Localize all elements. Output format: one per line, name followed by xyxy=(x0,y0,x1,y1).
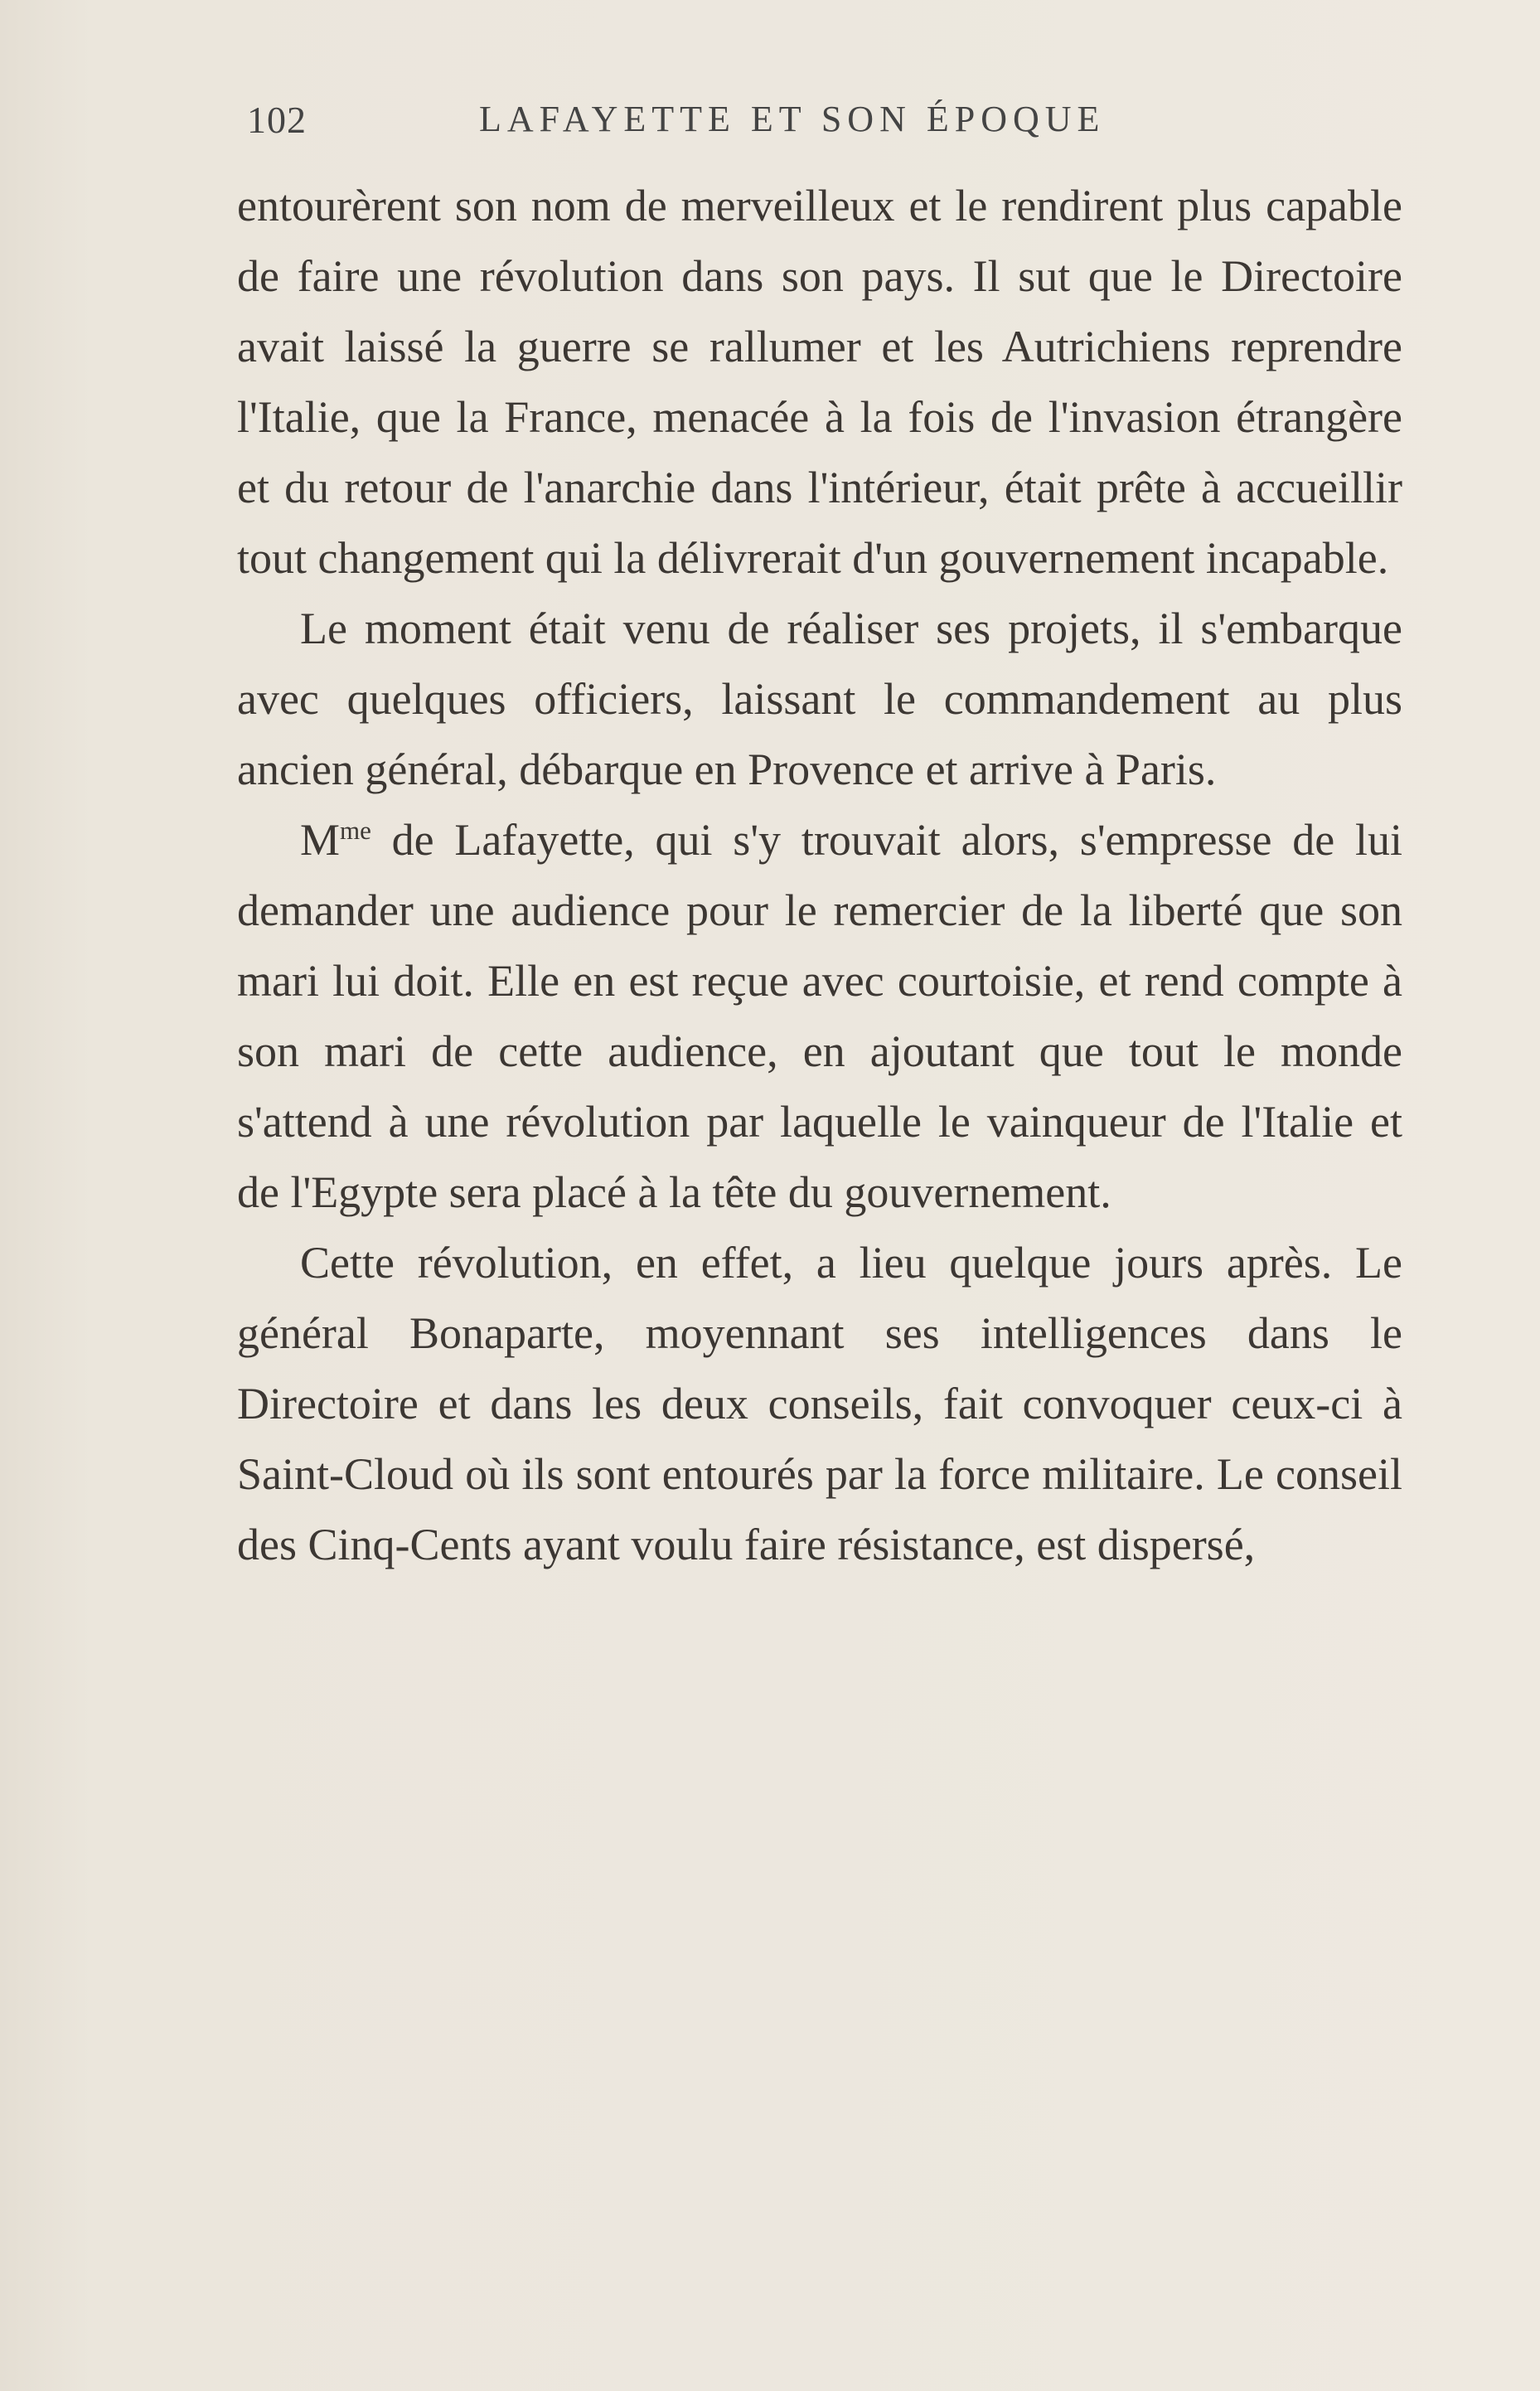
madame-abbreviation: M xyxy=(300,815,341,865)
paragraph-1-text: entourèrent son nom de merveilleux et le rendirent plus capable de faire une révolution dans son pays. Il sut que le Directoire avait laissé la guerre se rallumer et les Autrichiens reprendre l'Italie, que la France, menacée à la fois de l'invasion étrangère et du retour de l'anarchie dans l'intérieur, était prête à accueillir tout changement qui la délivrerait d'un gouvernement incapable. xyxy=(237,181,1402,583)
page-number: 102 xyxy=(247,99,307,141)
paragraph-3 xyxy=(237,805,1402,1228)
page-header xyxy=(247,98,1399,156)
paragraph-3-text: de Lafayette, qui s'y trouvait alors, s'empresse de lui demander une audience pour le remercier de la liberté que son mari lui doit. Elle en est reçue avec courtoisie, et rend compte à son mari de cette audience, en ajoutant que tout le monde s'attend à une révolution par laquelle le vainqueur de l'Italie et de l'Egypte sera placé à la tête du gouvernement. xyxy=(237,815,1402,1217)
paragraph-2 xyxy=(237,594,1402,805)
paragraph-1 xyxy=(237,171,1402,594)
madame-abbreviation-superscript: me xyxy=(340,816,371,845)
paragraph-4 xyxy=(237,1228,1402,1580)
body-text xyxy=(237,171,1402,1580)
paragraph-2-text: Le moment était venu de réaliser ses projets, il s'embarque avec quelques officiers, laissant le commandement au plus ancien général, débarque en Provence et arrive à Paris. xyxy=(237,604,1402,794)
paragraph-4-text: Cette révolution, en effet, a lieu quelque jours après. Le général Bonaparte, moyennant ses intelligences dans le Directoire et dans les deux conseils, fait convoquer ceux-ci à Saint-Cloud où ils sont entourés par la force militaire. Le conseil des Cinq-Cents ayant voulu faire résistance, est dispersé, xyxy=(237,1238,1402,1569)
running-title: LAFAYETTE ET SON ÉPOQUE xyxy=(479,99,1106,139)
